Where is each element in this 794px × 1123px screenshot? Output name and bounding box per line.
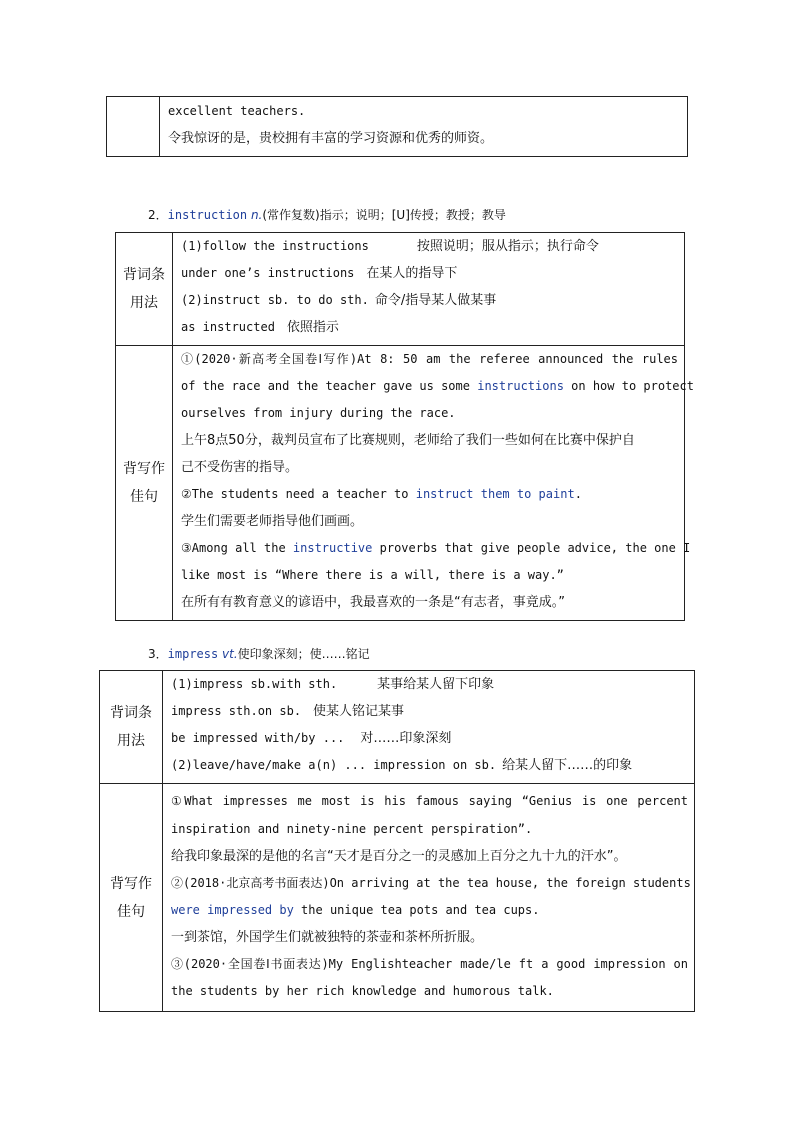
section3-headword: impress bbox=[167, 647, 219, 661]
top-table bbox=[106, 96, 688, 157]
example-line: inspiration and ninety-nine percent perspiration”. bbox=[171, 822, 533, 836]
section2-number: 2． bbox=[148, 208, 168, 222]
section2-pos: n. bbox=[250, 208, 263, 222]
usage-item: (2)leave/have/make a(n) ... impression on sb. 给某人留下……的印象 bbox=[171, 758, 633, 773]
usage-item: (1)impress sb.with sth. 某事给某人留下印象 bbox=[171, 677, 495, 692]
usage-item: under one’s instructions 在某人的指导下 bbox=[181, 266, 458, 281]
example-line: of the race and the teacher gave us some instructions on how to protect bbox=[181, 379, 694, 393]
section3-examples-label: 背写作 佳句 bbox=[100, 784, 163, 1012]
example-line: ourselves from injury during the race. bbox=[181, 406, 456, 420]
section2-usage-label: 背词条 用法 bbox=[116, 233, 173, 346]
example-line: ③(2020·全国卷Ⅰ书面表达)My Englishteacher made/le ft a good impression on bbox=[171, 957, 688, 971]
top-table-content bbox=[160, 97, 688, 157]
section3-examples-content bbox=[163, 784, 695, 1012]
top-table-line1: excellent teachers. bbox=[168, 104, 306, 118]
example-translation: 己不受伤害的指导。 bbox=[181, 460, 299, 475]
section2-heading bbox=[148, 206, 506, 224]
example-line: like most is “Where there is a will, there is a way.” bbox=[181, 568, 564, 582]
section2-usage-content bbox=[173, 233, 685, 346]
section3-number: 3． bbox=[148, 647, 168, 661]
usage-item: as instructed 依照指示 bbox=[181, 320, 339, 335]
section3-usage-label: 背词条 用法 bbox=[100, 671, 163, 784]
example-translation: 在所有有教育意义的谚语中，我最喜欢的一条是“有志者，事竟成。” bbox=[181, 595, 565, 610]
section3-pos: vt. bbox=[222, 647, 238, 661]
section2-table bbox=[115, 232, 694, 621]
usage-item: (2)instruct sb. to do sth. 命令/指导某人做某事 bbox=[181, 293, 497, 308]
section2-headword: instruction bbox=[167, 208, 248, 222]
example-line: were impressed by the unique tea pots and tea cups. bbox=[171, 903, 540, 917]
top-table-label-cell bbox=[107, 97, 160, 157]
top-table-line2: 令我惊讶的是，贵校拥有丰富的学习资源和优秀的师资。 bbox=[168, 131, 494, 146]
section2-examples-label: 背写作 佳句 bbox=[116, 346, 173, 621]
example-translation: 给我印象最深的是他的名言“天才是百分之一的灵感加上百分之九十九的汗水”。 bbox=[171, 849, 627, 864]
section3-table bbox=[99, 670, 695, 1012]
section3-gloss: 使印象深刻；使……铭记 bbox=[237, 647, 370, 661]
example-translation: 学生们需要老师指导他们画画。 bbox=[181, 514, 364, 529]
example-translation: 一到茶馆，外国学生们就被独特的茶壶和茶杯所折服。 bbox=[171, 930, 484, 945]
example-line: ①What impresses me most is his famous saying “Genius is one percent bbox=[171, 794, 688, 808]
section2-gloss: (常作复数)指示；说明；[U]传授；教授；教导 bbox=[262, 208, 506, 222]
example-line: ③Among all the instructive proverbs that give people advice, the one I bbox=[181, 541, 691, 555]
example-line: ②The students need a teacher to instruct them to paint. bbox=[181, 487, 582, 501]
usage-item: impress sth.on sb. 使某人铭记某事 bbox=[171, 704, 405, 719]
usage-item: (1)follow the instructions 按照说明；服从指示；执行命令 bbox=[181, 239, 599, 254]
usage-item: be impressed with/by ... 对……印象深刻 bbox=[171, 731, 452, 746]
section3-heading bbox=[148, 645, 370, 663]
example-line: the students by her rich knowledge and humorous talk. bbox=[171, 984, 554, 998]
example-line: ②(2018·北京高考书面表达)On arriving at the tea house, the foreign students bbox=[171, 876, 691, 890]
section3-usage-content bbox=[163, 671, 695, 784]
section2-examples-content bbox=[173, 346, 694, 621]
example-line: ①(2020·新高考全国卷Ⅰ写作)At 8: 50 am the referee announced the rules bbox=[181, 352, 678, 366]
example-translation: 上午8点50分，裁判员宣布了比赛规则，老师给了我们一些如何在比赛中保护自 bbox=[181, 433, 635, 448]
